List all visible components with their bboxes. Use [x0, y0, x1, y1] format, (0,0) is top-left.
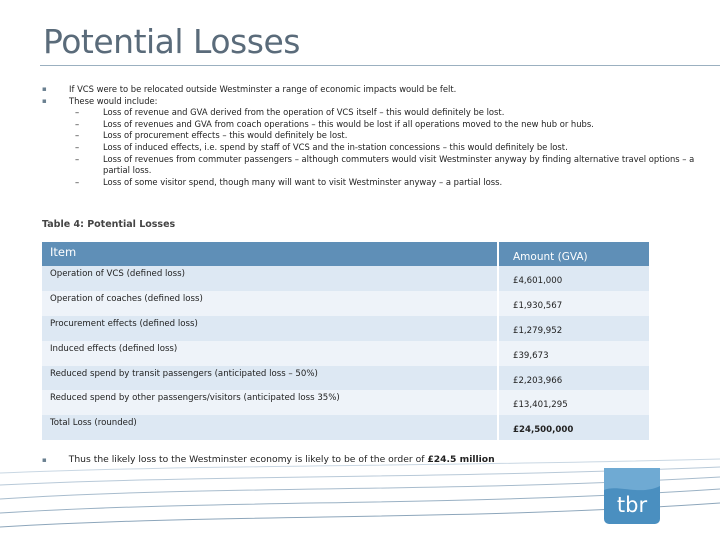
- page-title: Potential Losses: [43, 22, 300, 61]
- dash-icon: –: [75, 107, 80, 118]
- sub-bullet-text: Loss of revenues from commuter passengers – although commuters would visit Westminster anyway by finding alternative travel options – a partial loss.: [103, 153, 695, 176]
- table-caption: Table 4: Potential Losses: [42, 219, 176, 230]
- table-row: [42, 366, 649, 391]
- table-row-total: [42, 415, 649, 440]
- summary-line: [42, 454, 495, 465]
- bullet-icon: ▪: [42, 85, 47, 93]
- table-row: [42, 266, 649, 291]
- bullet-list: [42, 84, 702, 188]
- dash-icon: –: [75, 130, 80, 141]
- sub-bullet-item: [42, 130, 702, 142]
- header-amount: Amount (GVA): [497, 242, 649, 266]
- title-divider: [40, 65, 720, 66]
- sub-bullet-item: [42, 177, 702, 189]
- row-item: Reduced spend by other passengers/visitors (anticipated loss 35%): [50, 393, 340, 404]
- sub-bullet-item: [42, 119, 702, 131]
- bullet-text: If VCS were to be relocated outside Westminster a range of economic impacts would be felt.: [69, 84, 457, 94]
- dash-icon: –: [75, 141, 80, 152]
- table-row: [42, 390, 649, 415]
- dash-icon: –: [75, 153, 80, 164]
- row-amount: £1,279,952: [497, 316, 649, 341]
- dash-icon: –: [75, 176, 80, 187]
- row-amount: £13,401,295: [497, 390, 649, 415]
- row-item: Reduced spend by transit passengers (anticipated loss – 50%): [50, 368, 318, 379]
- row-item: Total Loss (rounded): [50, 418, 137, 429]
- losses-table: [42, 242, 649, 440]
- row-amount: £24,500,000: [497, 415, 649, 440]
- row-item: Operation of coaches (defined loss): [50, 293, 203, 304]
- sub-bullet-text: Loss of revenues and GVA from coach operations – this would be lost if all operations moved to the new hub or hubs.: [103, 118, 594, 129]
- row-item: Induced effects (defined loss): [50, 343, 178, 354]
- header-item: Item: [50, 245, 77, 259]
- table-row: [42, 291, 649, 316]
- dash-icon: –: [75, 118, 80, 129]
- logo-text: tbr: [616, 493, 648, 517]
- table-row: [42, 341, 649, 366]
- bullet-item: [42, 96, 702, 108]
- row-amount: £39,673: [497, 341, 649, 366]
- sub-bullet-item: [42, 142, 702, 154]
- sub-bullet-text: Loss of revenue and GVA derived from the operation of VCS itself – this would definitely be lost.: [103, 107, 505, 118]
- sub-bullet-text: Loss of procurement effects – this would definitely be lost.: [103, 130, 348, 141]
- sub-bullet-text: Loss of induced effects, i.e. spend by staff of VCS and the in-station concessions – this would definitely be lost.: [103, 141, 568, 152]
- tbr-logo: [604, 468, 660, 524]
- bullet-icon: ▪: [42, 96, 47, 105]
- row-item: Procurement effects (defined loss): [50, 318, 198, 329]
- summary-text: Thus the likely loss to the Westminster economy is likely to be of the order of: [68, 454, 428, 465]
- bullet-icon: ▪: [42, 456, 47, 464]
- table-row: [42, 316, 649, 341]
- summary-amount: £24.5 million: [427, 454, 495, 465]
- row-amount: £1,930,567: [497, 291, 649, 316]
- row-item: Operation of VCS (defined loss): [50, 269, 185, 279]
- row-amount: £4,601,000: [497, 266, 649, 291]
- sub-bullet-item: [42, 107, 702, 119]
- row-amount: £2,203,966: [497, 366, 649, 391]
- sub-bullet-item: [42, 154, 703, 177]
- sub-bullet-text: Loss of some visitor spend, though many will want to visit Westminster anyway – a partial loss.: [103, 176, 503, 187]
- table-header: [42, 242, 649, 266]
- bullet-text: These would include:: [69, 95, 158, 106]
- bullet-item: [42, 84, 702, 96]
